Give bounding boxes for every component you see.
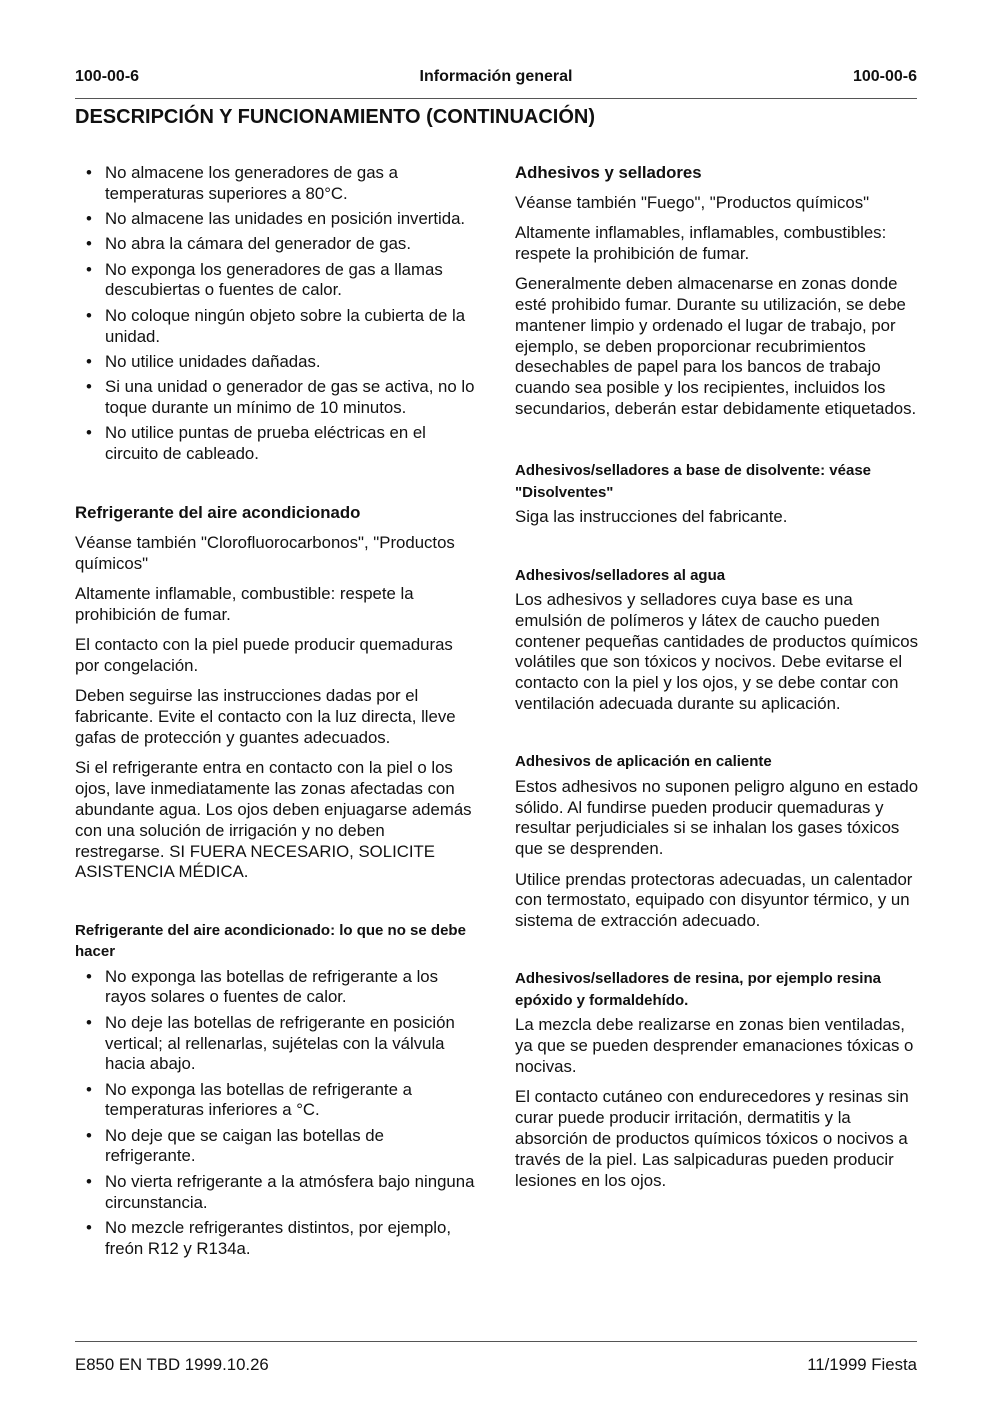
- refrigerant-dont-heading: Refrigerante del aire acondicionado: lo que no se debe hacer: [75, 921, 466, 961]
- paragraph: Véanse también "Clorofluorocarbonos", "Productos químicos": [75, 533, 455, 573]
- resin-adhesives-heading: Adhesivos/selladores de resina, por ejemplo resina epóxido y formaldehído.: [515, 970, 881, 1009]
- list-item: • No coloque ningún objeto sobre la cubierta de la unidad.: [75, 306, 475, 348]
- header-divider: [75, 98, 917, 99]
- page-header: [75, 68, 917, 90]
- hot-melt-adhesives-heading: Adhesivos de aplicación en caliente: [515, 753, 772, 771]
- paragraph: Los adhesivos y selladores cuya base es una emulsión de polímeros y látex de caucho pueden contener pequeñas cantidades de productos químicos volátiles que son tóxicos y nocivos. Debe evitarse el contacto con la piel y los ojos, y se debe contar con ventilación adecuada durante su aplicación.: [515, 590, 919, 714]
- paragraph: Estos adhesivos no suponen peligro alguno en estado sólido. Al fundirse pueden producir quemaduras y resultar perjudiciales si se inhalan los gases tóxicos que se desprenden.: [515, 776, 919, 859]
- footer-edition: 11/1999 Fiesta: [807, 1355, 917, 1374]
- paragraph: Deben seguirse las instrucciones dadas por el fabricante. Evite el contacto con la luz directa, lleve gafas de protección y guantes adecuados.: [75, 686, 456, 748]
- left-column: [75, 163, 475, 1264]
- list-item: • No utilice puntas de prueba eléctricas en el circuito de cableado.: [75, 423, 475, 465]
- paragraph: Si el refrigerante entra en contacto con la piel o los ojos, lave inmediatamente las zonas afectadas con abundante agua. Los ojos deben enjuagarse además con una solución de irrigación y no deben restregarse. SI FUERA NECESARIO, SOLICITE ASISTENCIA MÉDICA.: [75, 758, 472, 882]
- gas-generator-list: [75, 163, 475, 465]
- adhesives-heading: Adhesivos y selladores: [515, 163, 702, 182]
- list-item: • No almacene los generadores de gas a temperaturas superiores a 80°C.: [75, 163, 475, 205]
- right-column: [515, 163, 920, 1201]
- section-title: DESCRIPCIÓN Y FUNCIONAMIENTO (CONTINUACIÓN): [75, 106, 596, 128]
- paragraph: Altamente inflamable, combustible: respete la prohibición de fumar.: [75, 584, 414, 625]
- list-item: • No vierta refrigerante a la atmósfera bajo ninguna circunstancia.: [75, 1172, 475, 1214]
- list-item: • No deje que se caigan las botellas de refrigerante.: [75, 1126, 475, 1168]
- refrigerant-dont-list: [75, 967, 475, 1260]
- paragraph: Altamente inflamables, inflamables, combustibles: respete la prohibición de fumar.: [515, 223, 887, 263]
- list-item: • No deje las botellas de refrigerante en posición vertical; al rellenarlas, sujételas con la válvula hacia abajo.: [75, 1013, 475, 1075]
- list-item: • No almacene las unidades en posición invertida.: [75, 209, 475, 230]
- paragraph: Generalmente deben almacenarse en zonas donde esté prohibido fumar. Durante su utilización, se debe mantener limpio y ordenado el lugar de trabajo, por ejemplo, se deben proporcionar recubrimientos desechables de papel para los bancos de trabajo cuando sea posible y los recipientes, incluidos los secundarios, deberán estar debidamente etiquetados.: [515, 274, 917, 418]
- paragraph: Siga las instrucciones del fabricante.: [515, 507, 788, 527]
- list-item: • No utilice unidades dañadas.: [75, 352, 475, 373]
- solvent-adhesives-heading: Adhesivos/selladores a base de disolvente: véase "Disolventes": [515, 462, 872, 501]
- list-item: • No mezcle refrigerantes distintos, por ejemplo, freón R12 y R134a.: [75, 1218, 475, 1260]
- list-item: • Si una unidad o generador de gas se activa, no lo toque durante un mínimo de 10 minutos.: [75, 377, 475, 419]
- header-page-number-left: 100-00-6: [75, 68, 140, 85]
- paragraph: Véanse también "Fuego", "Productos químicos": [515, 192, 870, 212]
- header-page-number-right: 100-00-6: [852, 68, 917, 85]
- water-adhesives-heading: Adhesivos/selladores al agua: [515, 566, 726, 584]
- footer-doc-id: E850 EN TBD 1999.10.26: [75, 1355, 269, 1374]
- list-item: • No exponga las botellas de refrigerante a temperaturas inferiores a °C.: [75, 1080, 475, 1122]
- paragraph: El contacto cutáneo con endurecedores y resinas sin curar puede producir irritación, dermatitis y la absorción de productos químicos tóxicos o nocivos a través de la piel. Las salpicaduras pueden producir lesiones en los ojos.: [515, 1087, 909, 1190]
- paragraph: Utilice prendas protectoras adecuadas, un calentador con termostato, equipado con disyuntor térmico, y un sistema de extracción adecuado.: [515, 869, 913, 931]
- refrigerant-heading: Refrigerante del aire acondicionado: [75, 503, 361, 523]
- footer-divider: [75, 1341, 917, 1342]
- list-item: • No abra la cámara del generador de gas.: [75, 234, 475, 255]
- list-item: • No exponga los generadores de gas a llamas descubiertas o fuentes de calor.: [75, 260, 475, 302]
- paragraph: La mezcla debe realizarse en zonas bien ventiladas, ya que se pueden desprender emanaciones tóxicas o nocivas.: [515, 1015, 914, 1077]
- paragraph: El contacto con la piel puede producir quemaduras por congelación.: [75, 635, 453, 676]
- list-item: • No exponga las botellas de refrigerante a los rayos solares o fuentes de calor.: [75, 967, 475, 1009]
- header-title: Información general: [419, 68, 573, 85]
